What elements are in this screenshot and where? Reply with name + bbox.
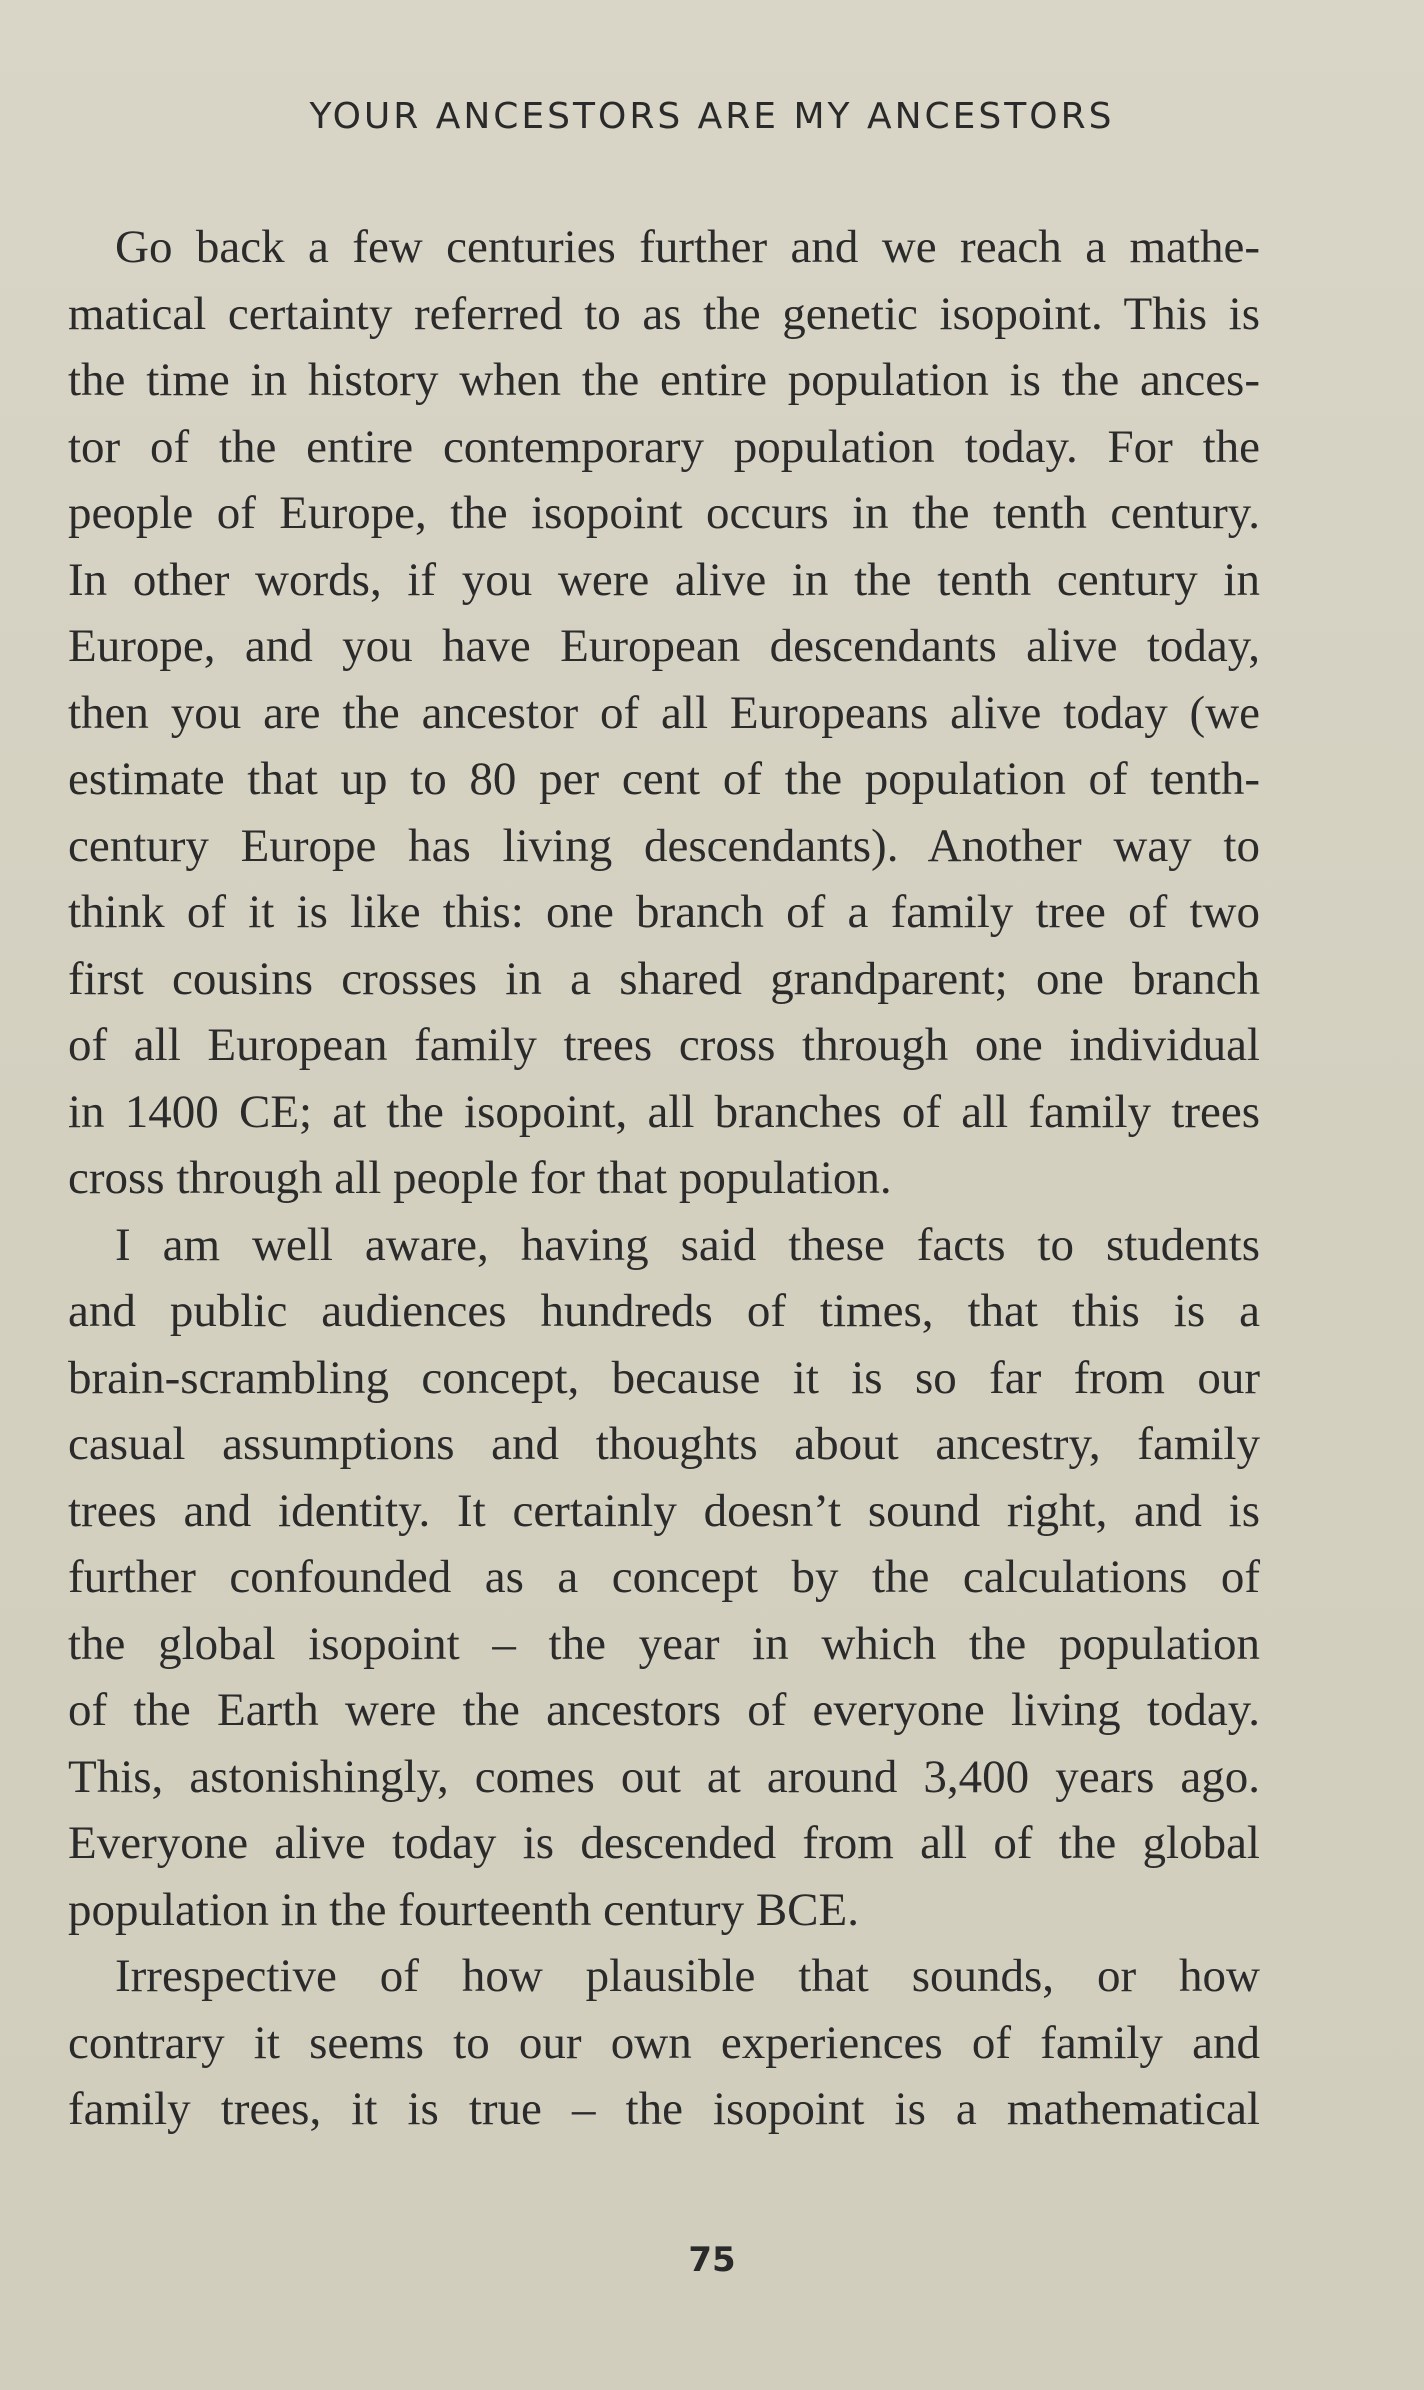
text-line: matical certainty referred to as the genetic isopoint. This is [68,287,1260,340]
text-line: population in the fourteenth century BCE. [68,1883,859,1936]
text-line: of the Earth were the ancestors of everyone living today. [68,1684,1260,1736]
paragraph [68,1943,1260,2143]
text-line: In other words, if you were alive in the tenth century in [68,553,1260,606]
text-line: century Europe has living descendants). Another way to [68,819,1260,872]
text-line: of all European family trees cross through one individual [68,1019,1260,1071]
text-line: contrary it seems to our own experiences of family and [68,2016,1260,2069]
text-line: tor of the entire contemporary population today. For the [68,420,1260,473]
text-line: people of Europe, the isopoint occurs in the tenth century. [68,487,1260,539]
paragraph [68,214,1260,1212]
running-head: YOUR ANCESTORS ARE MY ANCESTORS [309,96,1115,137]
text-line: Go back a few centuries further and we reach a mathe- [68,221,1260,273]
text-line: the global isopoint – the year in which the population [68,1617,1260,1670]
text-line: casual assumptions and thoughts about ancestry, family [68,1418,1260,1470]
paragraph [68,1212,1260,1944]
text-line: trees and identity. It certainly doesn’t sound right, and is [68,1484,1260,1537]
text-line: This, astonishingly, comes out at around 3,400 years ago. [68,1750,1260,1803]
text-line: in 1400 CE; at the isopoint, all branches of all family trees [68,1085,1260,1138]
text-line: further confounded as a concept by the calculations of [68,1551,1260,1603]
text-line: cross through all people for that population. [68,1152,892,1204]
text-line: the time in history when the entire population is the ances- [68,354,1260,406]
text-line: think of it is like this: one branch of a family tree of two [68,886,1260,938]
text-line: family trees, it is true – the isopoint is a mathematical [68,2083,1260,2135]
text-line: brain-scrambling concept, because it is so far from our [68,1351,1260,1404]
text-line: then you are the ancestor of all Europeans alive today (we [68,686,1260,739]
text-line: estimate that up to 80 per cent of the population of tenth- [68,753,1260,805]
text-line: Irrespective of how plausible that sounds, or how [68,1950,1260,2002]
text-line: Europe, and you have European descendants alive today, [68,620,1260,672]
text-line: and public audiences hundreds of times, that this is a [68,1285,1260,1337]
text-line: I am well aware, having said these facts to students [68,1218,1260,1271]
text-line: Everyone alive today is descended from all of the global [68,1817,1260,1869]
text-line: first cousins crosses in a shared grandparent; one branch [68,952,1260,1005]
page-number: 75 [688,2240,736,2280]
body-text [68,214,1260,2143]
